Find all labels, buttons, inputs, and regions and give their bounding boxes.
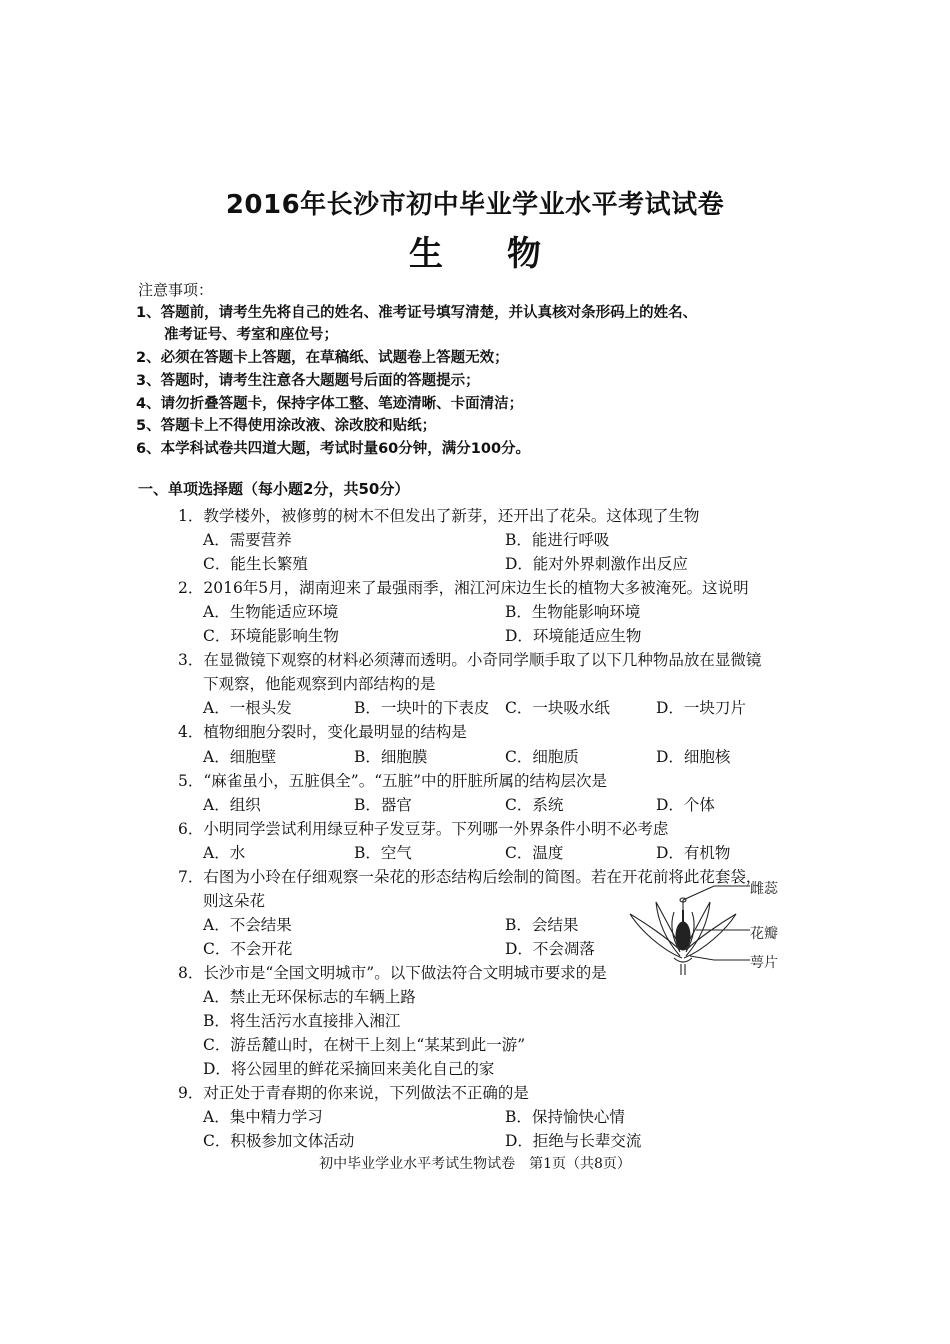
option: C．一块吸水纸 — [505, 699, 610, 717]
question-stem: 1．教学楼外，被修剪的树木不但发出了新芽，还开出了花朵。这体现了生物 — [178, 507, 700, 525]
note-item: 2、必须在答题卡上答题，在草稿纸、试题卷上答题无效； — [136, 350, 509, 366]
option: D．能对外界刺激作出反应 — [505, 555, 688, 573]
question-stem: 7．右图为小玲在仔细观察一朵花的形态结构后绘制的简图。若在开花前将此花套袋， — [178, 868, 762, 886]
option: A．集中精力学习 — [203, 1108, 323, 1126]
option: C．不会开花 — [203, 940, 293, 958]
option: D．不会凋落 — [505, 940, 595, 958]
option: D．环境能适应生物 — [505, 627, 642, 645]
option: B．保持愉快心情 — [505, 1108, 625, 1126]
option: D．拒绝与长辈交流 — [505, 1132, 642, 1150]
option: B．会结果 — [505, 916, 579, 934]
option: C．能生长繁殖 — [203, 555, 308, 573]
note-item: 1、答题前，请考生先将自己的姓名、准考证号填写清楚，并认真核对条形码上的姓名、 — [136, 305, 698, 321]
option: D．将公园里的鲜花采摘回来美化自己的家 — [203, 1060, 495, 1078]
subject-title: 生物 — [409, 234, 605, 274]
note-item: 5、答题卡上不得使用涂改液、涂改胶和贴纸； — [136, 418, 437, 434]
note-item: 3、答题时，请考生注意各大题题号后面的答题提示； — [136, 373, 480, 389]
question-stem-continued: 则这朵花 — [203, 892, 266, 910]
notes-heading: 注意事项： — [138, 281, 214, 299]
exam-title: 2016年长沙市初中毕业学业水平考试试卷 — [225, 190, 725, 220]
option: A．禁止无环保标志的车辆上路 — [203, 988, 416, 1006]
option: B．细胞膜 — [354, 748, 428, 766]
question-stem: 3．在显微镜下观察的材料必须薄而透明。小奇同学顺手取了以下几种物品放在显微镜 — [178, 651, 762, 669]
option: A．生物能适应环境 — [203, 603, 339, 621]
page-footer: 初中毕业学业水平考试生物试卷 第1页（共8页） — [319, 1156, 631, 1172]
option: C．积极参加文体活动 — [203, 1132, 355, 1150]
label-pistil: 雌蕊 — [750, 881, 778, 897]
question-stem: 8．长沙市是“全国文明城市”。以下做法符合文明城市要求的是 — [178, 964, 607, 982]
option: B．空气 — [354, 844, 412, 862]
option: C．系统 — [505, 796, 564, 814]
option: D．一块刀片 — [656, 699, 746, 717]
question-stem: 4．植物细胞分裂时，变化最明显的结构是 — [178, 723, 467, 741]
note-item: 6、本学科试卷共四道大题，考试时量60分钟，满分100分。 — [136, 441, 531, 457]
option: A．水 — [203, 844, 246, 862]
option: B．一块叶的下表皮 — [354, 699, 490, 717]
option: B．器官 — [354, 796, 412, 814]
option: C．游岳麓山时，在树干上刻上“某某到此一游” — [203, 1036, 526, 1054]
option: D．有机物 — [656, 844, 731, 862]
option: A．一根头发 — [203, 699, 292, 717]
option: D．个体 — [656, 796, 715, 814]
question-stem: 6．小明同学尝试利用绿豆种子发豆芽。下列哪一外界条件小明不必考虑 — [178, 820, 669, 838]
section-heading: 一、单项选择题（每小题2分，共50分） — [138, 480, 410, 498]
option: A．不会结果 — [203, 916, 292, 934]
option: B．将生活污水直接排入湘江 — [203, 1012, 401, 1030]
note-item: 4、请勿折叠答题卡，保持字体工整、笔迹清晰、卡面清洁； — [136, 396, 524, 412]
question-stem: 9．对正处于青春期的你来说，下列做法不正确的是 — [178, 1084, 529, 1102]
option: C．细胞质 — [505, 748, 579, 766]
option: B．生物能影响环境 — [505, 603, 641, 621]
option: A．需要营养 — [203, 531, 292, 549]
option: A．组织 — [203, 796, 261, 814]
option: D．细胞核 — [656, 748, 731, 766]
question-stem: 2．2016年5月，湖南迎来了最强雨季，湘江河床边生长的植物大多被淹死。这说明 — [178, 579, 749, 597]
label-sepal: 萼片 — [750, 955, 778, 971]
note-item: 准考证号、考室和座位号； — [164, 327, 338, 343]
option: B．能进行呼吸 — [505, 531, 610, 549]
option: C．环境能影响生物 — [203, 627, 339, 645]
question-stem: 5．“麻雀虽小，五脏俱全”。“五脏”中的肝脏所属的结构层次是 — [178, 772, 608, 790]
option: A．细胞壁 — [203, 748, 277, 766]
label-petal: 花瓣 — [750, 926, 778, 942]
option: C．温度 — [505, 844, 564, 862]
flower-diagram — [622, 880, 792, 975]
question-stem-continued: 下观察，他能观察到内部结构的是 — [203, 675, 436, 693]
